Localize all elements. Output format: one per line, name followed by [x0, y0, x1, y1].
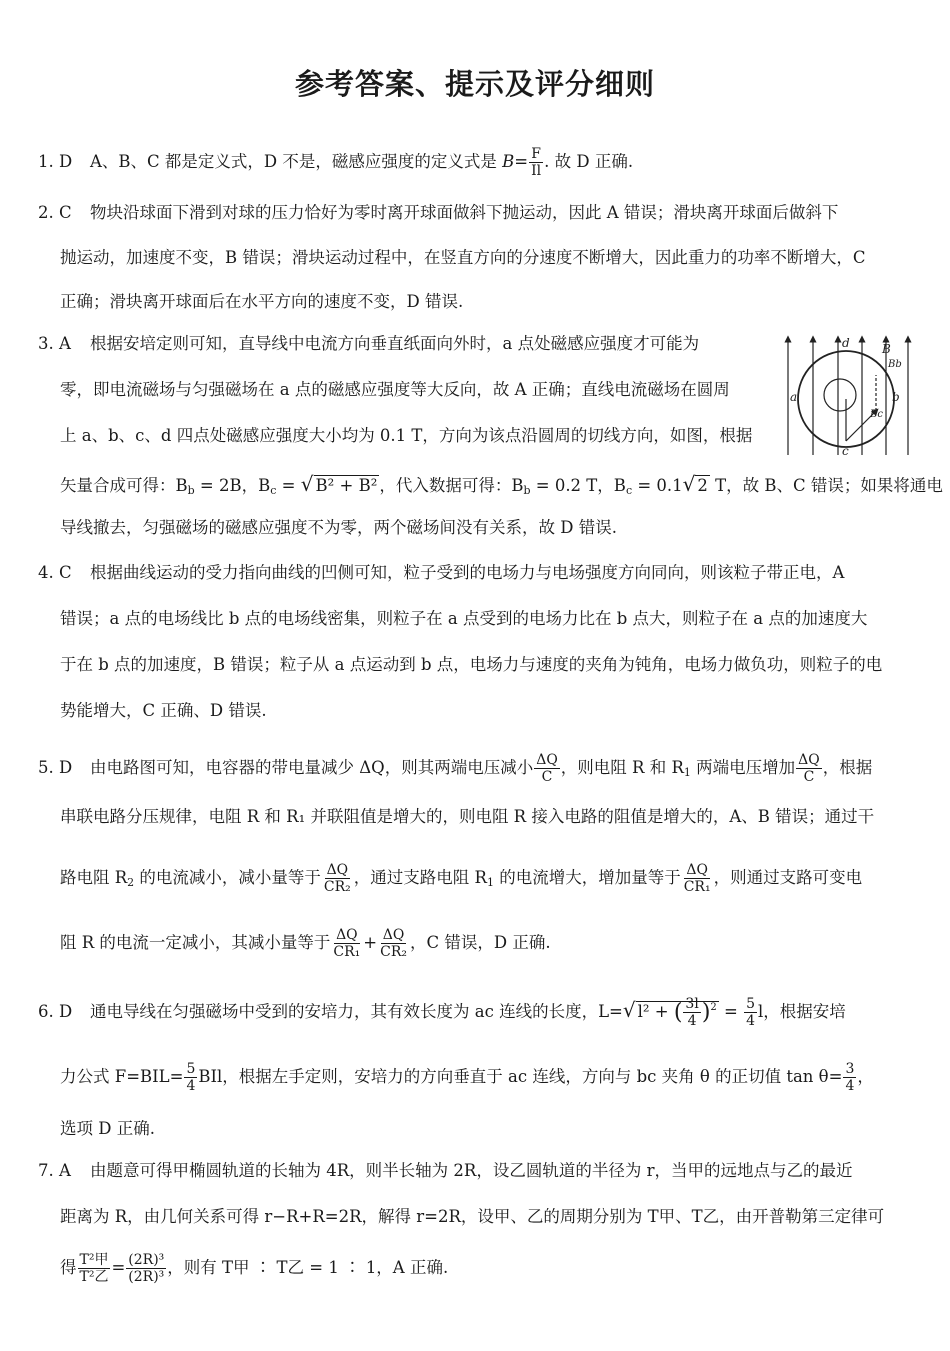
paren: (: [673, 1000, 683, 1025]
answer-label: 7. A: [38, 1161, 71, 1180]
answer-label: 6. D: [38, 1002, 73, 1021]
answer-text: =: [276, 476, 301, 495]
answer-4-line: 错误；a 点的电场线比 b 点的电场线密集，则粒子在 a 点受到的电场力比在 b 点大，则粒子在 a 点的加速度大: [60, 609, 868, 628]
numerator: 5: [746, 996, 756, 1012]
answer-3-line: [60, 473, 943, 502]
radical-sign: √: [622, 998, 636, 1022]
vector-label-Bc: Bc: [870, 409, 883, 420]
answer-text: 的电流增大，增加量等于: [493, 868, 681, 887]
denominator: CR₂: [323, 879, 351, 895]
magnetic-field-figure: [780, 333, 915, 458]
equals: =: [111, 1258, 126, 1277]
answer-text: 矢量合成可得：B: [60, 476, 188, 495]
answer-text: ，则电阻 R 和 R: [560, 758, 684, 777]
subscript: c: [625, 484, 633, 497]
fraction: [378, 927, 409, 960]
answer-text: 阻 R 的电流一定减小，其减小量等于: [60, 933, 331, 952]
fraction: [683, 996, 700, 1029]
fraction: [78, 1252, 111, 1285]
answer-text: ，根据: [822, 758, 873, 777]
answer-text: 根据安培定则可知，直导线中电流方向垂直纸面向外时，a 点处磁感应强度才可能为: [90, 334, 700, 353]
answer-text: 通电导线在匀强磁场中受到的安培力，其有效长度为 ac 连线的长度，L=: [90, 1002, 623, 1021]
answer-4-line: 于在 b 点的加速度，B 错误；粒子从 a 点运动到 b 点，电场力与速度的夹角为钝角，电场力做负功，则粒子的电: [60, 655, 883, 674]
answer-text: 两端电压增加: [690, 758, 796, 777]
fraction: [126, 1252, 166, 1285]
denominator: C: [541, 769, 553, 785]
answer-label: 3. A: [38, 334, 71, 353]
radicand-text: l² +: [637, 1002, 674, 1021]
answer-label: 4. C: [38, 563, 72, 582]
answer-3-line: [38, 333, 699, 355]
denominator: 4: [845, 1078, 855, 1094]
answer-text: = 0.2 T，B: [530, 476, 626, 495]
answer-5-line: [60, 927, 551, 960]
numerator: F: [531, 146, 541, 162]
point-label-a: a: [790, 390, 798, 404]
answer-6-line: 选项 D 正确.: [60, 1119, 155, 1138]
answer-6-line: [60, 1061, 874, 1094]
fraction: [331, 927, 362, 960]
answer-text: = 2B，B: [194, 476, 271, 495]
numerator: (2R)³: [128, 1252, 165, 1268]
numerator: 3l: [685, 996, 699, 1012]
answer-6-line: [38, 996, 846, 1029]
denominator: 4: [186, 1078, 196, 1094]
denominator: CR₁: [683, 879, 711, 895]
denominator: T²乙: [79, 1269, 109, 1285]
answer-3-line: 上 a、b、c、d 四点处磁感应强度大小均为 0.1 T，方向为该点沿圆周的切线方向，如图，根据: [60, 426, 753, 445]
point-label-c: c: [842, 444, 849, 458]
answer-text: ，C 错误，D 正确.: [410, 933, 551, 952]
answer-text: BIl，根据左手定则，安培力的方向垂直于 ac 连线，方向与 bc 夹角 θ 的正切值 tan θ=: [198, 1067, 843, 1086]
numerator: ΔQ: [686, 862, 708, 878]
subscript: c: [270, 484, 277, 497]
answer-text: ，代入数据可得：B: [379, 476, 524, 495]
answer-label: 2. C: [38, 203, 72, 222]
denominator: (2R)³: [128, 1269, 165, 1285]
page-title: 参考答案、提示及评分细则: [294, 67, 655, 101]
numerator: T²甲: [79, 1252, 109, 1268]
answer-7-line: 距离为 R，由几何关系可得 r−R+R=2R，解得 r=2R，设甲、乙的周期分别为 T甲、T乙，由开普勒第三定律可: [60, 1207, 885, 1226]
subscript: b: [523, 484, 531, 497]
answer-text: = 0.1: [632, 476, 683, 495]
answer-2-line: 抛运动，加速度不变，B 错误；滑块运动过程中，在竖直方向的分速度不断增大，因此重力的功率不断增大，C: [60, 248, 866, 267]
answer-text: T，故 B、C 错误；如果将通电: [709, 476, 943, 495]
answer-5-line: 串联电路分压规律，电阻 R 和 R₁ 并联阻值是增大的，则电阻 R 接入电路的阻值是增大的，A、B 错误；通过干: [60, 807, 875, 826]
answer-text: 力公式 F=BIL=: [60, 1067, 184, 1086]
answer-5-line: [38, 752, 872, 785]
denominator: CR₁: [333, 944, 361, 960]
vector-label-B: B: [882, 342, 891, 356]
answer-5-line: [60, 862, 862, 895]
fraction: [744, 996, 757, 1029]
answer-3-line: 零，即电流磁场与匀强磁场在 a 点的磁感应强度等大反向，故 A 正确；直线电流磁场在圆周: [60, 380, 730, 399]
paren: ): [701, 1000, 711, 1025]
answer-label: 5. D: [38, 758, 73, 777]
denominator: Il: [531, 163, 542, 179]
symbol: B: [502, 152, 515, 171]
fraction: [322, 862, 353, 895]
numerator: ΔQ: [336, 927, 358, 943]
answer-text: 得: [60, 1258, 77, 1277]
radicand: B² + B²: [315, 476, 378, 495]
answer-7-line: [38, 1160, 852, 1182]
subscript: 2: [127, 876, 135, 889]
plus: +: [363, 933, 378, 952]
point-label-b: b: [892, 390, 900, 404]
answer-text: 的电流减小，减小量等于: [134, 868, 321, 887]
denominator: 4: [746, 1013, 756, 1029]
answer-label: 1. D: [38, 152, 73, 171]
equals: =: [514, 152, 529, 171]
numerator: ΔQ: [798, 752, 820, 768]
answer-4-line: [38, 562, 844, 584]
fraction: [843, 1061, 856, 1094]
answer-2-line: [38, 202, 838, 224]
answer-text: =: [718, 1002, 744, 1021]
fraction: [529, 146, 543, 179]
answer-text: ，: [857, 1067, 874, 1086]
fraction: [796, 752, 822, 785]
subscript: 1: [486, 876, 494, 889]
answer-7-line: [60, 1252, 448, 1285]
point-label-d: d: [842, 336, 850, 350]
answer-1-line: [38, 146, 633, 179]
denominator: CR₂: [380, 944, 407, 960]
numerator: ΔQ: [326, 862, 349, 878]
answer-text: A、B、C 都是定义式，D 不是，磁感应强度的定义式是: [90, 152, 503, 171]
superscript: 2: [710, 1002, 717, 1013]
denominator: C: [803, 769, 815, 785]
fraction: [682, 862, 713, 895]
answer-text: 根据曲线运动的受力指向曲线的凹侧可知，粒子受到的电场力与电场强度方向同向，则该粒子带正电，A: [90, 563, 845, 582]
fraction: [534, 752, 560, 785]
radicand: 2: [697, 476, 708, 495]
radical-sign: √: [682, 472, 696, 496]
numerator: 3: [845, 1061, 855, 1077]
answer-text: 路电阻 R: [60, 868, 128, 887]
answer-4-line: 势能增大，C 正确、D 错误.: [60, 701, 267, 720]
answer-2-line: 正确；滑块离开球面后在水平方向的速度不变，D 错误.: [60, 292, 464, 311]
answer-text: 物块沿球面下滑到对球的压力恰好为零时离开球面做斜下抛运动，因此 A 错误；滑块离开球面后做斜下: [90, 203, 839, 222]
inner-circle: [824, 379, 856, 411]
subscript: b: [187, 484, 195, 497]
radical-sign: √: [300, 472, 314, 496]
numerator: ΔQ: [536, 752, 558, 768]
answer-text: ，则通过支路可变电: [713, 868, 863, 887]
answer-text: . 故 D 正确.: [544, 152, 634, 171]
numerator: 5: [186, 1061, 196, 1077]
numerator: ΔQ: [382, 927, 405, 943]
fraction: [184, 1061, 197, 1094]
answer-text: 由题意可得甲椭圆轨道的长轴为 4R，则半长轴为 2R，设乙圆轨道的半径为 r，当甲的远地点与乙的最近: [90, 1161, 853, 1180]
radicand: [636, 996, 719, 1029]
answer-text: ，则有 T甲 ∶ T乙 = 1 ∶ 1，A 正确.: [167, 1258, 449, 1277]
subscript: 1: [683, 766, 691, 779]
answer-text: 由电路图可知，电容器的带电量减少 ΔQ，则其两端电压减小: [90, 758, 534, 777]
answer-text: ，通过支路电阻 R: [353, 868, 487, 887]
answer-text: l，根据安培: [758, 1002, 846, 1021]
answer-3-line: 导线撤去，匀强磁场的磁感应强度不为零，两个磁场间没有关系，故 D 错误.: [60, 518, 617, 537]
vector-label-Bb: Bb: [888, 359, 902, 370]
denominator: 4: [687, 1013, 697, 1029]
